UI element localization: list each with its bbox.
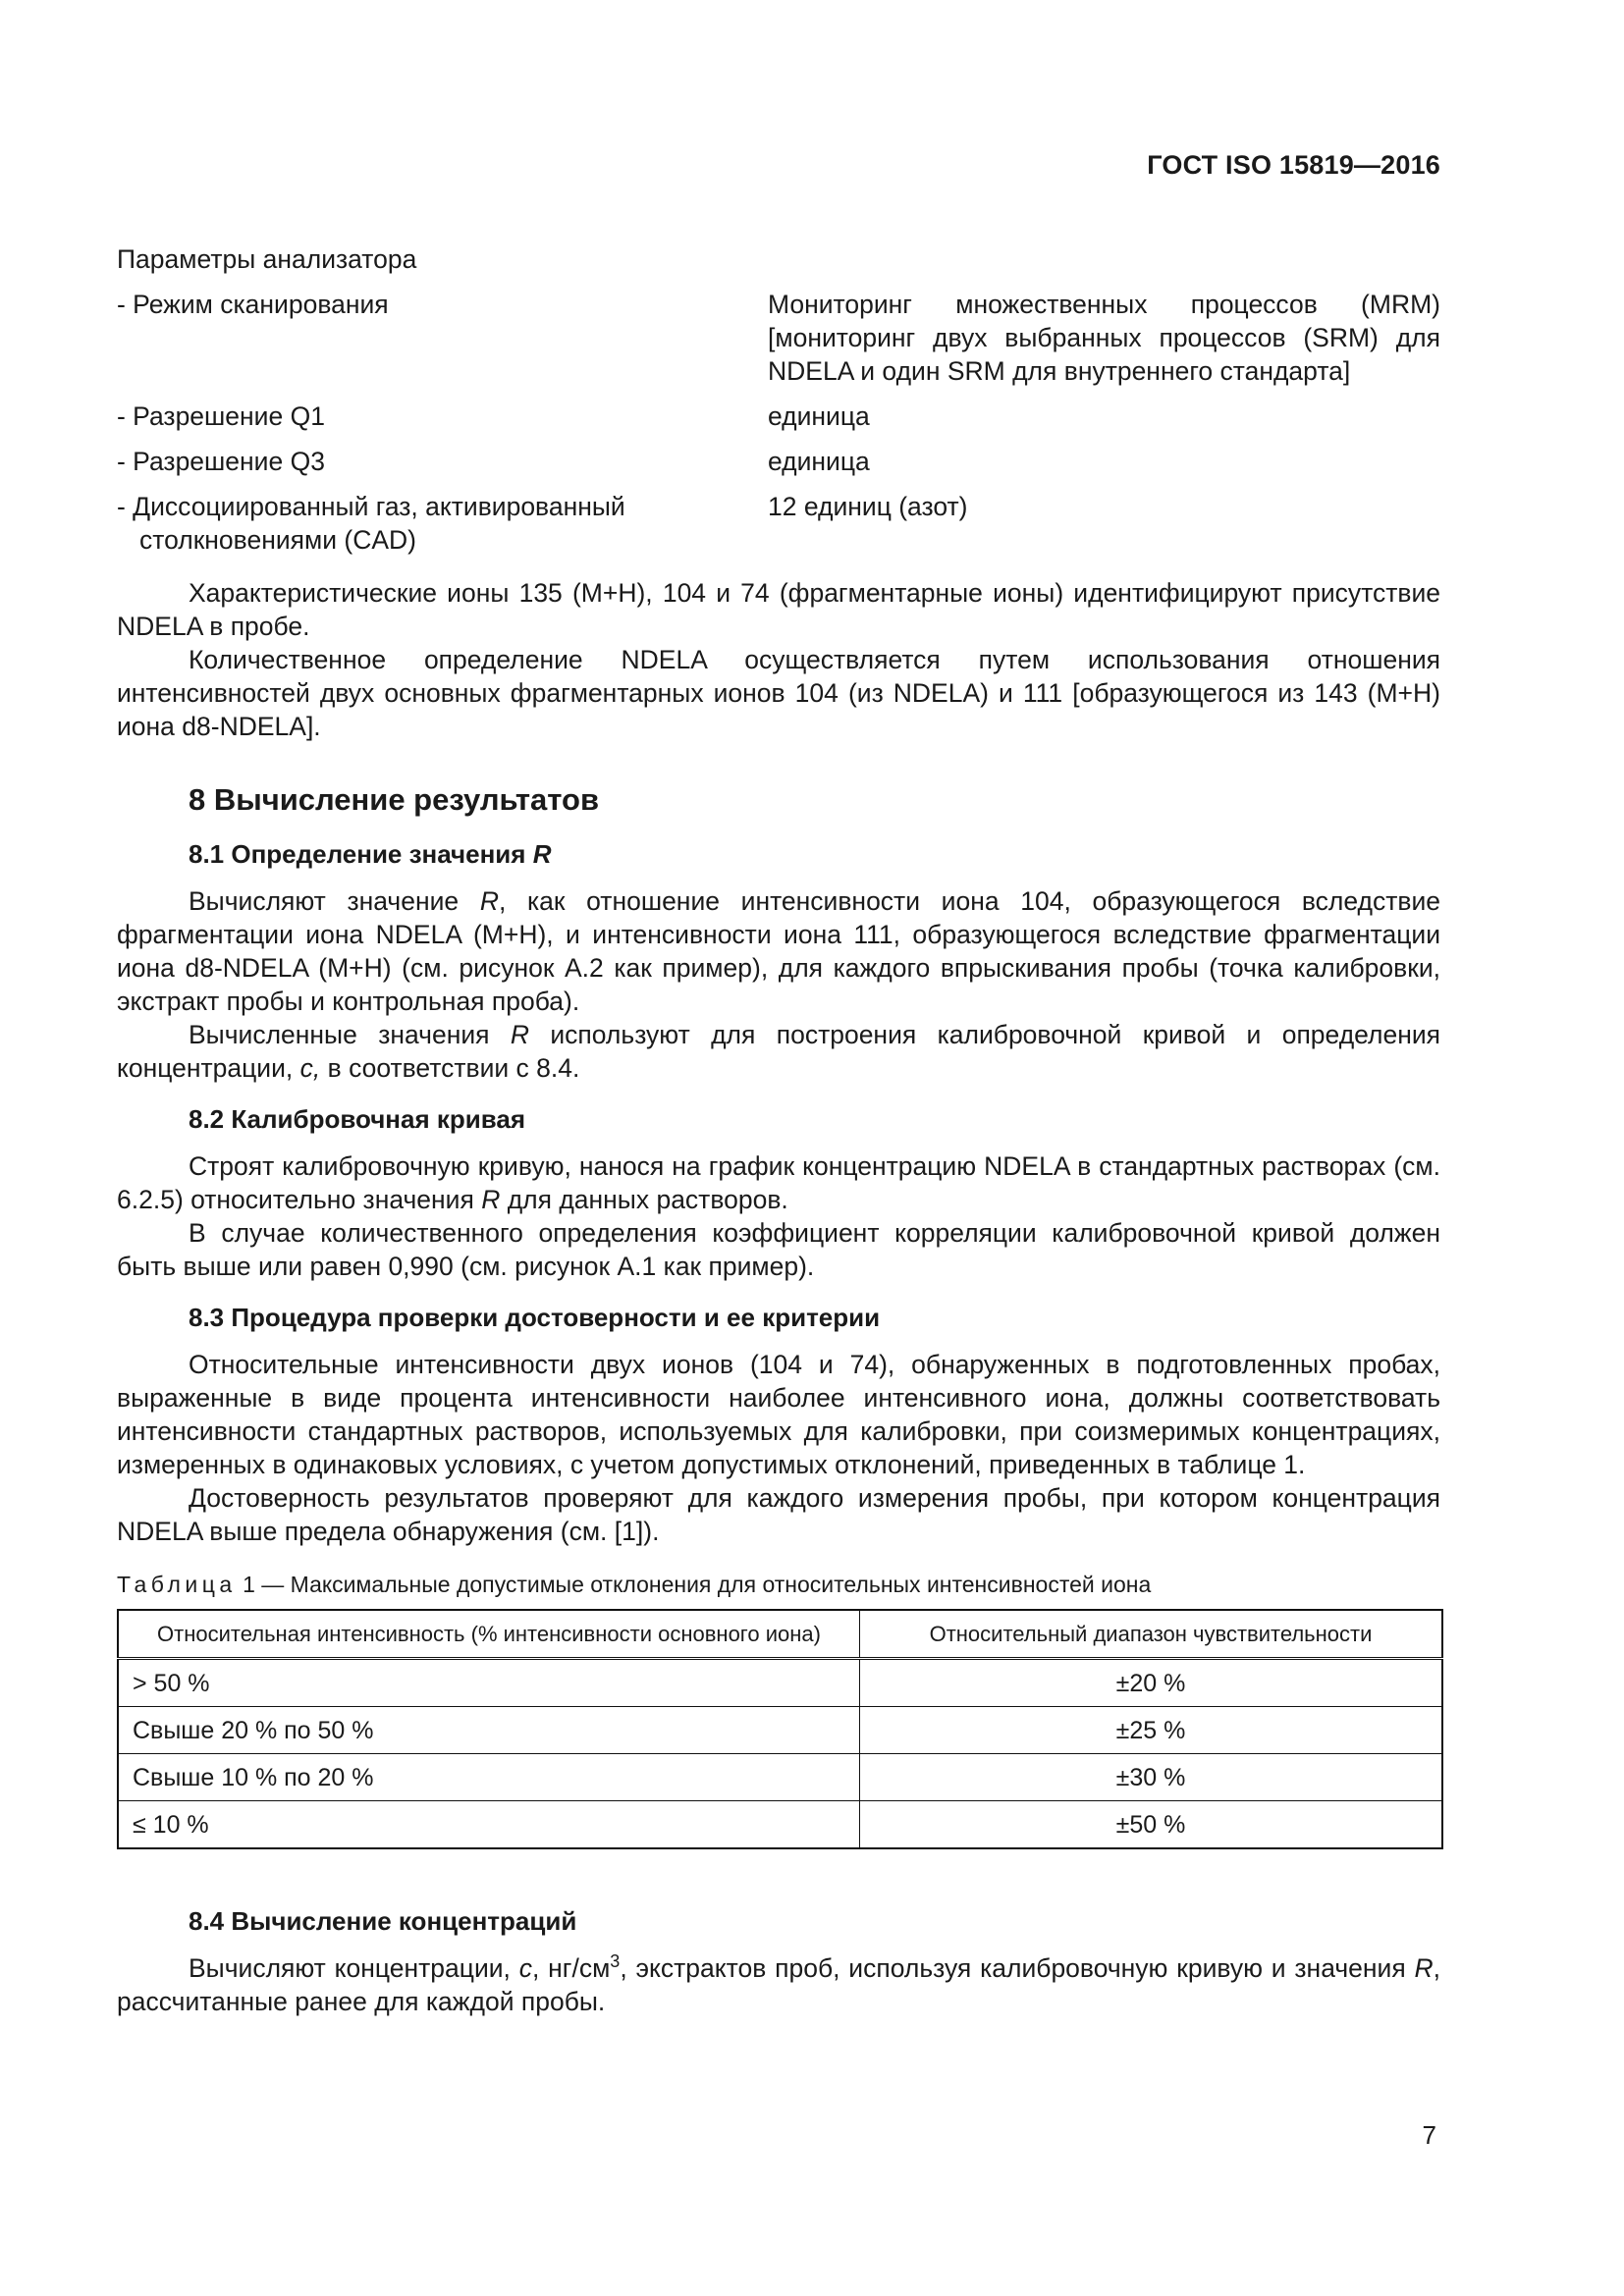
table-caption-rest: 1 — Максимальные допустимые отклонения для относительных интенсивностей иона [236, 1572, 1152, 1597]
table-cell: ±25 % [860, 1707, 1443, 1754]
table-cell: ±30 % [860, 1754, 1443, 1801]
s82-paragraph-2: В случае количественного определения коэффициент корреляции калибровочной кривой должен быть выше или равен 0,990 (см. рисунок А.1 как пример). [117, 1218, 1440, 1281]
section-8-title: 8 Вычисление результатов [189, 782, 600, 817]
quant-paragraph: Количественное определение NDELA осуществляется путем использования отношения интенсивностей двух основных фрагментарных ионов 104 (из NDELA) и 111 [образующегося из 143 (M+H) иона d8-NDELA]. [117, 645, 1440, 741]
section-8-2-title: 8.2 Калибровочная кривая [189, 1104, 526, 1134]
param-value: единица [768, 401, 870, 431]
s83-paragraph-1: Относительные интенсивности двух ионов (104 и 74), обнаруженных в подготовленных пробах, выраженные в виде процента интенсивности наиболее интенсивного иона, должны соответствовать интенсивности стандартных растворов, используемых для калибровки, при соизмеримых концентрациях, измеренных в одинаковых условиях, с учетом допустимых отклонений, приведенных в таблице 1. [117, 1350, 1440, 1479]
param-row [117, 288, 1440, 388]
param-label: - Разрешение Q1 [117, 401, 325, 431]
table-cell: Свыше 20 % по 50 % [118, 1707, 860, 1754]
s81-p2-b: используют для построения калибровочной кривой и определения концентрации, [117, 1020, 1440, 1083]
analyzer-params-title: Параметры анализатора [117, 244, 417, 274]
s84-p-sup: 3 [610, 1951, 621, 1971]
section-8-3-title: 8.3 Процедура проверки достоверности и ее критерии [189, 1303, 881, 1332]
table-cell: > 50 % [118, 1659, 860, 1707]
param-label: - Диссоциированный газ, активированный столкновениями (CAD) [117, 492, 625, 555]
s83-paragraph-2: Достоверность результатов проверяют для каждого измерения пробы, при котором концентрация NDELA выше предела обнаружения (см. [1]). [117, 1483, 1440, 1546]
s81-p2-a: Вычисленные значения [189, 1020, 511, 1049]
section-8-4-title: 8.4 Вычисление концентраций [189, 1906, 577, 1936]
table-1 [117, 1609, 1443, 1849]
s81-p2-var2: c, [299, 1053, 321, 1083]
table-header-cell: Относительная интенсивность (% интенсивности основного иона) [118, 1610, 860, 1659]
table-row [118, 1754, 1442, 1801]
s81-p1-b: , как отношение интенсивности иона 104, образующегося вследствие фрагментации иона NDELA (M+H), и интенсивности иона 111, образующегося вследствие фрагментации иона d8-NDELA (M+H) (см. рисунок А.2 как пример), для каждого впрыскивания пробы (точка калибровки, экстракт пробы и контрольная проба). [117, 886, 1440, 1016]
document-page [117, 0, 1440, 2296]
table-caption-word: Таблица [117, 1572, 237, 1597]
table-cell: Свыше 10 % по 20 % [118, 1754, 860, 1801]
s81-paragraph-1 [117, 884, 1440, 1018]
param-row [117, 445, 1440, 478]
table-cell: ≤ 10 % [118, 1801, 860, 1849]
s82-p1-b: для данных растворов. [500, 1185, 788, 1214]
s84-p-a: Вычисляют концентрации, [189, 1953, 519, 1983]
s82-p1-var: R [481, 1185, 501, 1214]
param-label: - Режим сканирования [117, 290, 389, 319]
table-row [118, 1659, 1442, 1707]
s84-p-var-r: R [1414, 1953, 1434, 1983]
page-number: 7 [1422, 2120, 1436, 2150]
s82-paragraph-1 [117, 1149, 1440, 1216]
table-cell: ±20 % [860, 1659, 1443, 1707]
table-header-row [118, 1610, 1442, 1659]
table-row [118, 1707, 1442, 1754]
s81-p2-var: R [510, 1020, 529, 1049]
s81-p1-var: R [479, 886, 499, 916]
document-code: ГОСТ ISO 15819—2016 [1147, 150, 1440, 180]
s84-p-d: , рассчитанные ранее для каждой пробы. [117, 1953, 1441, 2016]
s81-paragraph-2 [117, 1018, 1440, 1085]
page-body [117, 242, 1440, 2018]
table-cell: ±50 % [860, 1801, 1443, 1849]
param-value: 12 единиц (азот) [768, 492, 968, 521]
s82-p1-a: Строят калибровочную кривую, нанося на график концентрацию NDELA в стандартных растворах (см. 6.2.5) относительно значения [117, 1151, 1440, 1214]
s84-p-var-c: c [518, 1953, 532, 1983]
table-1-caption [117, 1570, 1440, 1599]
section-8-1-title-var: R [532, 839, 552, 869]
param-row [117, 490, 1440, 557]
param-value: единица [768, 447, 870, 476]
section-8-1-title-text: 8.1 Определение значения [189, 839, 533, 869]
s84-paragraph [117, 1951, 1440, 2018]
s81-p2-c: в соответствии с 8.4. [320, 1053, 580, 1083]
param-value: Мониторинг множественных процессов (MRM) [мониторинг двух выбранных процессов (SRM) для NDELA и один SRM для внутреннего стандарта] [768, 290, 1440, 386]
s81-p1-a: Вычисляют значение [189, 886, 480, 916]
table-header-cell: Относительный диапазон чувствительности [860, 1610, 1443, 1659]
section-8-1-title [189, 837, 1440, 871]
table-row [118, 1801, 1442, 1849]
s84-p-c: , экстрактов проб, используя калибровочную кривую и значения [620, 1953, 1415, 1983]
param-row [117, 400, 1440, 433]
ions-paragraph: Характеристические ионы 135 (M+H), 104 и 74 (фрагментарные ионы) идентифицируют присутствие NDELA в пробе. [117, 578, 1440, 641]
param-label: - Разрешение Q3 [117, 447, 325, 476]
s84-p-b: , нг/см [531, 1953, 611, 1983]
